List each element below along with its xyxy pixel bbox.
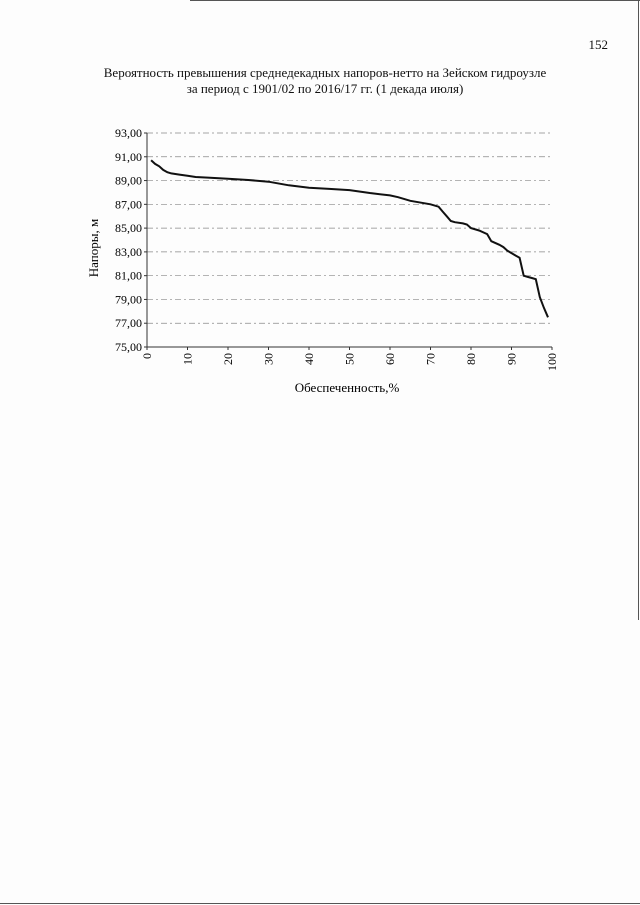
x-tick-label: 30: [261, 353, 276, 365]
x-tick-label: 0: [140, 353, 154, 359]
x-tick-label: 70: [423, 353, 438, 365]
y-axis-label: Напоры, м: [86, 218, 101, 278]
y-tick-label: 87,00: [115, 197, 142, 212]
x-tick-label: 80: [464, 353, 478, 365]
y-tick-label: 81,00: [115, 268, 142, 283]
y-tick-label: 83,00: [115, 244, 142, 259]
x-tick-label: 50: [342, 353, 357, 365]
chart-title-line-1: Вероятность превышения среднедекадных напоров-нетто на Зейском гидроузле: [103, 65, 547, 80]
chart-title-line-2: за период с 1901/02 по 2016/17 гг. (1 декада июля): [186, 81, 464, 96]
y-tick-labels: [115, 126, 142, 354]
x-tick-label: 20: [221, 353, 235, 365]
x-tick-label: 90: [504, 353, 519, 365]
y-tick-label: 91,00: [115, 149, 142, 164]
page-number: 152: [588, 37, 608, 52]
y-tick-label: 89,00: [115, 173, 142, 188]
x-axis-label: Обеспеченность,%: [294, 380, 400, 395]
series-line: [151, 160, 548, 317]
y-tick-label: 79,00: [115, 292, 142, 307]
y-tick-label: 93,00: [115, 126, 142, 140]
x-tick-label: 60: [383, 353, 397, 365]
x-tick-label: 40: [302, 353, 316, 365]
grid-lines: [147, 133, 552, 323]
y-tick-label: 75,00: [115, 340, 142, 354]
x-tick-label: 100: [545, 353, 559, 371]
x-tick-labels: [140, 353, 559, 371]
x-tick-label: 10: [180, 353, 195, 365]
y-tick-label: 77,00: [115, 316, 142, 331]
y-tick-label: 85,00: [115, 221, 142, 236]
